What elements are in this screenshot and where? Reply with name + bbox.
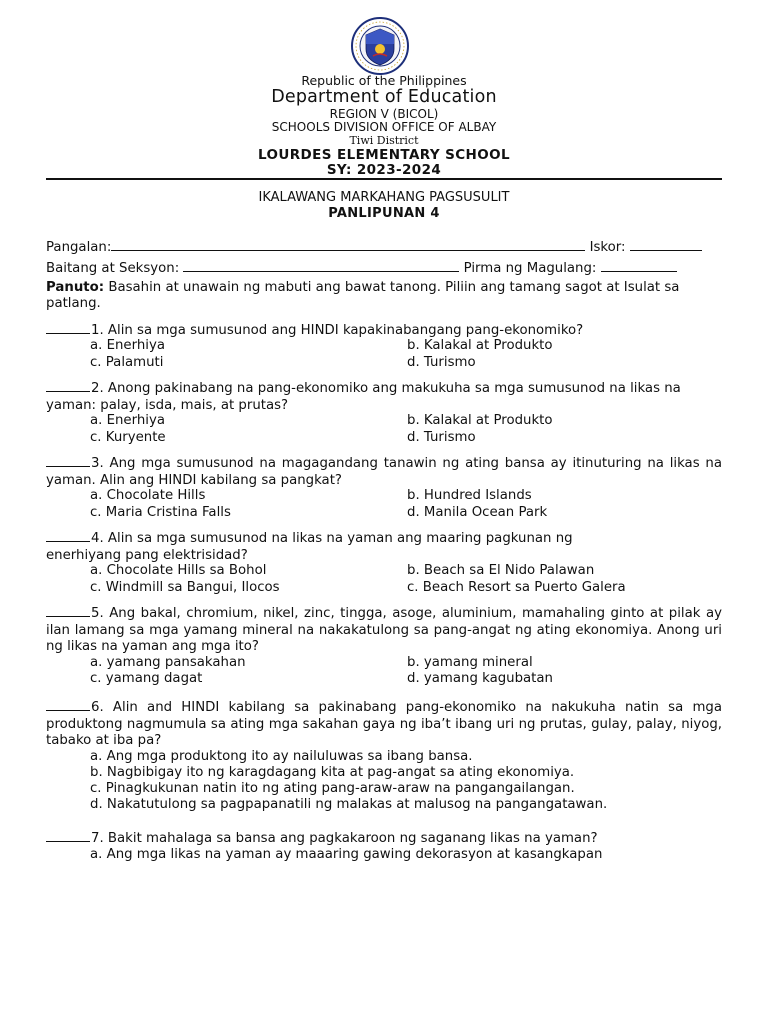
- department-title: Department of Education: [271, 87, 497, 107]
- option: b. Kalakal at Produkto: [407, 338, 553, 353]
- division-line: SCHOOLS DIVISION OFFICE OF ALBAY: [271, 120, 497, 134]
- question-stem: 3. Ang mga sumusunod na magagandang tanawin ng ating bansa ay itinuturing na likas na yaman. Alin ang HINDI kabilang sa pangkat?: [46, 456, 722, 488]
- exam-title: IKALAWANG MARKAHANG PAGSUSULIT: [258, 190, 510, 205]
- question-2: [46, 380, 686, 414]
- district-line: Tiwi District: [349, 134, 419, 147]
- question-7: [46, 830, 722, 848]
- option: a. yamang pansakahan: [90, 655, 246, 670]
- parent-signature-label: Pirma ng Magulang:: [463, 261, 597, 276]
- instructions-text: Basahin at unawain ng mabuti ang bawat tanong. Piliin ang tamang sagot at Isulat sa patlang.: [46, 280, 680, 311]
- republic-line: Republic of the Philippines: [301, 73, 467, 88]
- answer-blank-6[interactable]: [46, 699, 90, 711]
- parent-signature-field[interactable]: [601, 259, 677, 272]
- answer-blank-3[interactable]: [46, 455, 90, 467]
- score-field[interactable]: [630, 238, 702, 251]
- option: c. yamang dagat: [90, 671, 203, 686]
- instructions: [46, 280, 722, 312]
- grade-signature-row: [46, 259, 677, 276]
- answer-blank-4[interactable]: [46, 530, 90, 542]
- region-line: REGION V (BICOL): [329, 107, 439, 121]
- question-1: [46, 322, 722, 340]
- grade-label: Baitang at Seksyon:: [46, 261, 180, 276]
- option: b. Kalakal at Produkto: [407, 413, 553, 428]
- school-name: LOURDES ELEMENTARY SCHOOL: [257, 147, 511, 163]
- option: a. Ang mga produktong ito ay nailuluwas sa ibang bansa.: [90, 749, 473, 764]
- option: a. Enerhiya: [90, 338, 165, 353]
- option: d. Manila Ocean Park: [407, 505, 548, 520]
- question-4: [46, 530, 646, 564]
- option: a. Ang mga likas na yaman ay maaaring gawing dekorasyon at kasangkapan: [90, 847, 603, 862]
- option: c. Windmill sa Bangui, Ilocos: [90, 580, 280, 595]
- option: d. Turismo: [407, 430, 476, 445]
- option: d. yamang kagubatan: [407, 671, 553, 686]
- question-stem: 1. Alin sa mga sumusunod ang HINDI kapakinabangang pang-ekonomiko?: [91, 323, 584, 338]
- option: a. Enerhiya: [90, 413, 165, 428]
- question-stem: 7. Bakit mahalaga sa bansa ang pagkakaroon ng saganang likas na yaman?: [91, 831, 598, 846]
- option: b. yamang mineral: [407, 655, 533, 670]
- answer-blank-7[interactable]: [46, 830, 90, 842]
- question-stem: 5. Ang bakal, chromium, nikel, zinc, tingga, asoge, aluminium, mamahaling ginto at pilak ay ilan lamang sa mga yamang mineral na nakakatulong sa pang-angat ng ating ekonomiya. Anong uri ng likas na yaman ang mga ito?: [46, 606, 722, 654]
- answer-blank-2[interactable]: [46, 380, 90, 392]
- option: b. Beach sa El Nido Palawan: [407, 563, 595, 578]
- option: c. Maria Cristina Falls: [90, 505, 231, 520]
- option: c. Palamuti: [90, 355, 164, 370]
- answer-blank-1[interactable]: [46, 322, 90, 334]
- question-stem: 2. Anong pakinabang na pang-ekonomiko ang makukuha sa mga sumusunod na likas na yaman: palay, isda, mais, at prutas?: [46, 381, 681, 413]
- option: d. Turismo: [407, 355, 476, 370]
- answer-blank-5[interactable]: [46, 605, 90, 617]
- school-year: SY: 2023-2024: [326, 162, 442, 178]
- option: d. Nakatutulong sa pagpapanatili ng malakas at malusog na pangangatawan.: [90, 797, 608, 812]
- option: c. Kuryente: [90, 430, 166, 445]
- name-label: Pangalan:: [46, 240, 112, 255]
- instructions-label: Panuto:: [46, 280, 105, 295]
- option: a. Chocolate Hills: [90, 488, 206, 503]
- option: b. Hundred Islands: [407, 488, 532, 503]
- option: a. Chocolate Hills sa Bohol: [90, 563, 267, 578]
- question-stem: 4. Alin sa mga sumusunod na likas na yaman ang maaring pagkunan ng enerhiyang pang elektrisidad?: [46, 531, 573, 563]
- option: c. Pinagkukunan natin ito ng ating pang-araw-araw na pangangailangan.: [90, 781, 575, 796]
- deped-seal-icon: [340, 16, 420, 76]
- exam-subject: PANLIPUNAN 4: [328, 206, 440, 221]
- header-divider: [46, 178, 722, 180]
- question-5: [46, 605, 722, 656]
- question-3: [46, 455, 722, 489]
- option: c. Beach Resort sa Puerto Galera: [407, 580, 626, 595]
- name-field[interactable]: [111, 238, 585, 251]
- question-stem: 6. Alin and HINDI kabilang sa pakinabang pang-ekonomiko na nakukuha natin sa mga produktong nagmumula sa ating mga sakahan gaya ng iba’t ibang uri ng prutas, gulay, palay, niyog, tabako at iba pa?: [46, 700, 722, 748]
- question-6: [46, 699, 722, 750]
- grade-section-field[interactable]: [183, 259, 459, 272]
- option: b. Nagbibigay ito ng karagdagang kita at pag-angat sa ating ekonomiya.: [90, 765, 575, 780]
- name-score-row: [46, 238, 702, 255]
- score-label: Iskor:: [589, 240, 626, 255]
